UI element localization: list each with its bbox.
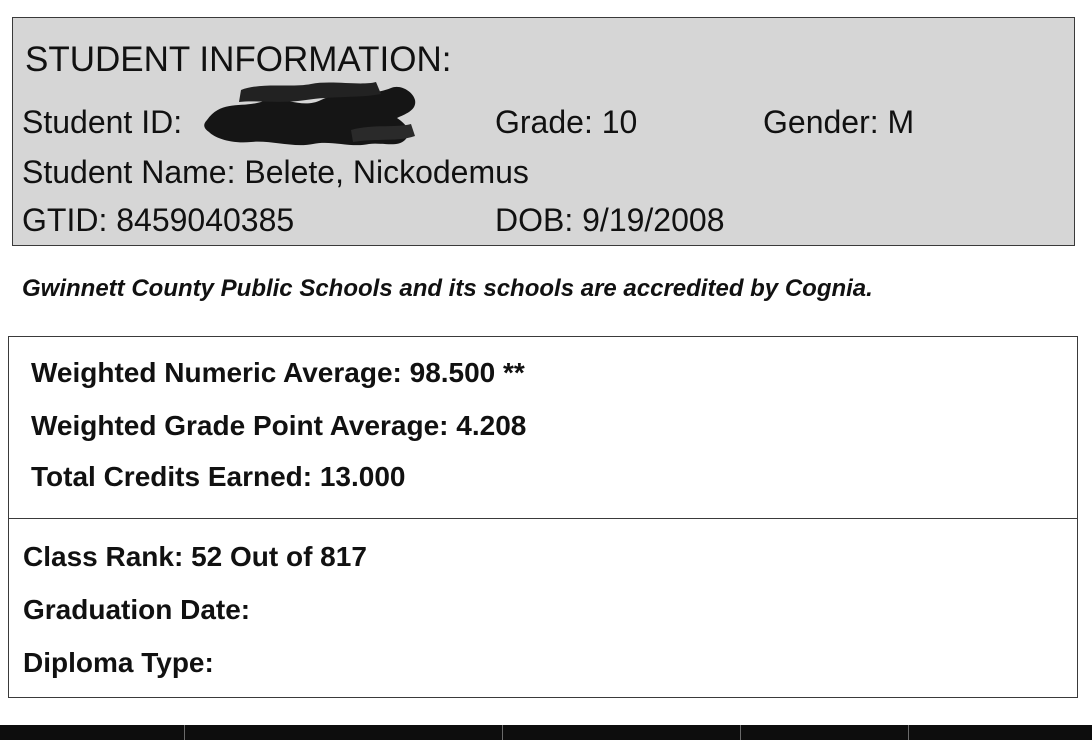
dob-field: DOB: 9/19/2008 xyxy=(495,202,725,238)
redaction-scribble xyxy=(201,80,423,152)
student-information-panel xyxy=(12,17,1075,246)
class-rank: Class Rank: 52 Out of 817 xyxy=(23,541,367,572)
column-separator xyxy=(908,725,909,740)
diploma-type: Diploma Type: xyxy=(23,647,214,678)
column-separator xyxy=(502,725,503,740)
accreditation-note: Gwinnett County Public Schools and its schools are accredited by Cognia. xyxy=(22,275,873,302)
gender-field: Gender: M xyxy=(763,104,915,140)
student-name-field: Student Name: Belete, Nickodemus xyxy=(22,154,529,190)
student-information-heading: STUDENT INFORMATION: xyxy=(25,40,452,79)
gtid-field: GTID: 8459040385 xyxy=(22,202,295,238)
column-separator xyxy=(184,725,185,740)
summary-divider xyxy=(9,518,1077,519)
weighted-numeric-average: Weighted Numeric Average: 98.500 ** xyxy=(31,357,525,388)
graduation-date: Graduation Date: xyxy=(23,594,251,625)
student-id-label: Student ID: xyxy=(22,104,183,140)
academic-summary-panel xyxy=(8,336,1078,698)
column-separator xyxy=(740,725,741,740)
total-credits-earned: Total Credits Earned: 13.000 xyxy=(31,461,406,492)
grade-field: Grade: 10 xyxy=(495,104,638,140)
table-header-strip xyxy=(0,725,1092,740)
weighted-gpa: Weighted Grade Point Average: 4.208 xyxy=(31,410,527,441)
